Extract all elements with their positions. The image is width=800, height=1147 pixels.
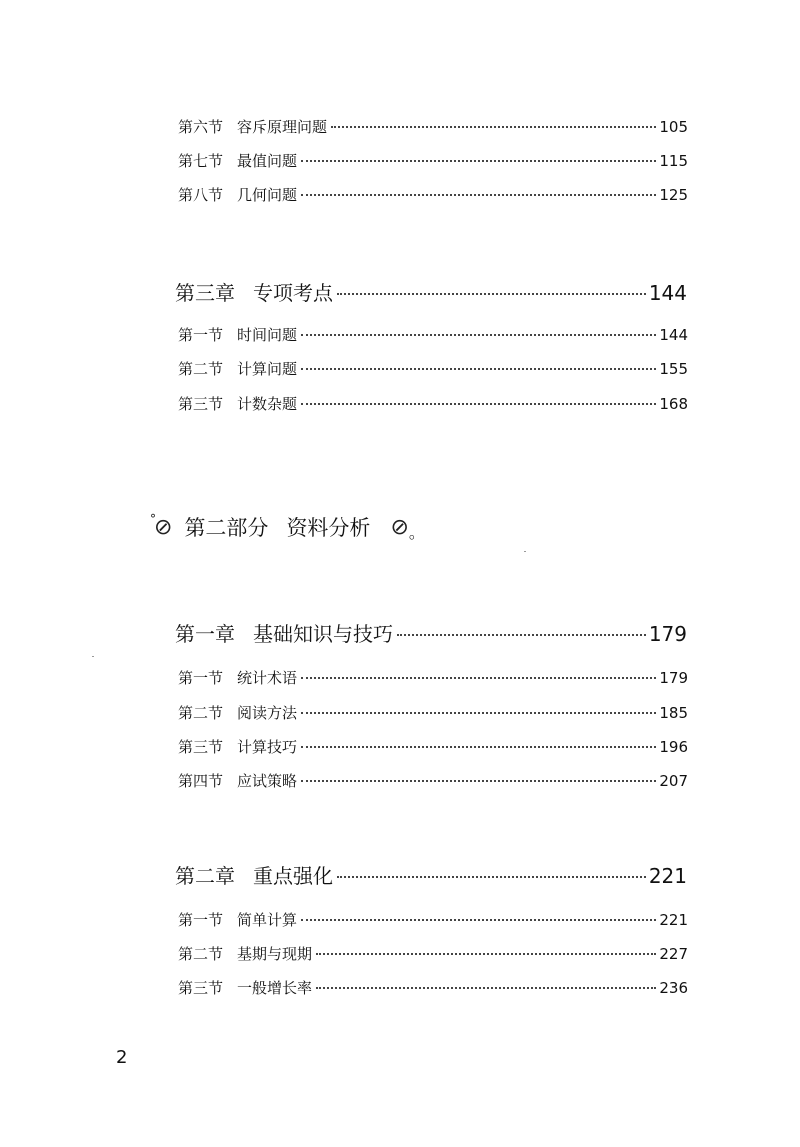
toc-entry-section: [0, 324, 800, 345]
page-number: 221: [659, 911, 688, 929]
slashed-circle-icon: ⊘: [154, 514, 173, 540]
section-title: 容斥原理问题: [237, 118, 328, 136]
dot-leader: [337, 293, 646, 295]
section-label: 第三节: [178, 395, 224, 413]
page-number: 236: [659, 979, 688, 997]
page-number: 179: [648, 622, 687, 646]
toc-entry-section: [0, 150, 800, 171]
section-title: 计数杂题: [237, 395, 298, 413]
page-number: 196: [659, 738, 688, 756]
toc-entry-section: [0, 667, 800, 688]
section-label: 第二节: [178, 945, 224, 963]
page-number: 115: [659, 152, 688, 170]
dot-leader: [316, 987, 656, 989]
section-title: 几何问题: [237, 186, 298, 204]
toc-entry-section: [0, 943, 800, 964]
section-title: 计算问题: [237, 360, 298, 378]
page-number: 144: [648, 281, 687, 305]
dot-leader: [301, 194, 656, 196]
section-title: 时间问题: [237, 326, 298, 344]
toc-entry-section: [0, 358, 800, 379]
page-folio: 2: [116, 1047, 128, 1068]
dot-leader: [301, 403, 656, 405]
toc-entry-section: [0, 702, 800, 723]
dot-leader: [331, 126, 656, 128]
section-label: 第六节: [178, 118, 224, 136]
toc-entry-section: [0, 736, 800, 757]
scan-speck: [524, 551, 526, 552]
toc-entry-section: [0, 393, 800, 414]
section-title: 基期与现期: [237, 945, 313, 963]
dot-leader: [301, 677, 656, 679]
part-label: 第二部分: [184, 516, 269, 540]
section-title: 最值问题: [237, 152, 298, 170]
section-label: 第一节: [178, 326, 224, 344]
chapter-title: 重点强化: [253, 864, 333, 888]
page-number: 207: [659, 772, 688, 790]
toc-entry-chapter: [0, 277, 800, 306]
section-title: 简单计算: [237, 911, 298, 929]
dot-leader: [301, 780, 656, 782]
dot-leader: [301, 712, 656, 714]
page-number: 144: [659, 326, 688, 344]
section-label: 第一节: [178, 669, 224, 687]
degree-mark: °: [150, 512, 156, 526]
dot-leader: [397, 634, 646, 636]
chapter-label: 第一章: [175, 622, 235, 646]
part-heading: [150, 512, 425, 542]
dot-leader: [301, 160, 656, 162]
slashed-circle-icon: ⊘: [390, 514, 409, 540]
section-label: 第二节: [178, 360, 224, 378]
section-title: 统计术语: [237, 669, 298, 687]
toc-entry-section: [0, 909, 800, 930]
dot-leader: [301, 919, 656, 921]
section-label: 第三节: [178, 979, 224, 997]
section-label: 第三节: [178, 738, 224, 756]
toc-entry-section: [0, 116, 800, 137]
page-number: 125: [659, 186, 688, 204]
page-number: 155: [659, 360, 688, 378]
dot-leader: [316, 953, 656, 955]
toc-entry-chapter: [0, 618, 800, 647]
section-label: 第二节: [178, 704, 224, 722]
chapter-title: 专项考点: [253, 281, 333, 305]
toc-entry-chapter: [0, 860, 800, 889]
chapter-title: 基础知识与技巧: [253, 622, 393, 646]
full-stop-mark: 。: [408, 522, 425, 542]
section-title: 一般增长率: [237, 979, 313, 997]
toc-entry-section: [0, 770, 800, 791]
page-number: 105: [659, 118, 688, 136]
section-title: 应试策略: [237, 772, 298, 790]
dot-leader: [301, 746, 656, 748]
toc-entry-section: [0, 184, 800, 205]
dot-leader: [301, 368, 656, 370]
section-label: 第八节: [178, 186, 224, 204]
dot-leader: [301, 334, 656, 336]
section-label: 第四节: [178, 772, 224, 790]
page-number: 168: [659, 395, 688, 413]
page-number: 221: [648, 864, 687, 888]
scan-speck: [92, 656, 94, 657]
part-title: 资料分析: [286, 516, 371, 540]
page-number: 185: [659, 704, 688, 722]
page-number: 227: [659, 945, 688, 963]
page-number: 179: [659, 669, 688, 687]
section-title: 阅读方法: [237, 704, 298, 722]
toc-entry-section: [0, 977, 800, 998]
chapter-label: 第三章: [175, 281, 235, 305]
section-label: 第七节: [178, 152, 224, 170]
dot-leader: [337, 876, 646, 878]
section-title: 计算技巧: [237, 738, 298, 756]
chapter-label: 第二章: [175, 864, 235, 888]
section-label: 第一节: [178, 911, 224, 929]
